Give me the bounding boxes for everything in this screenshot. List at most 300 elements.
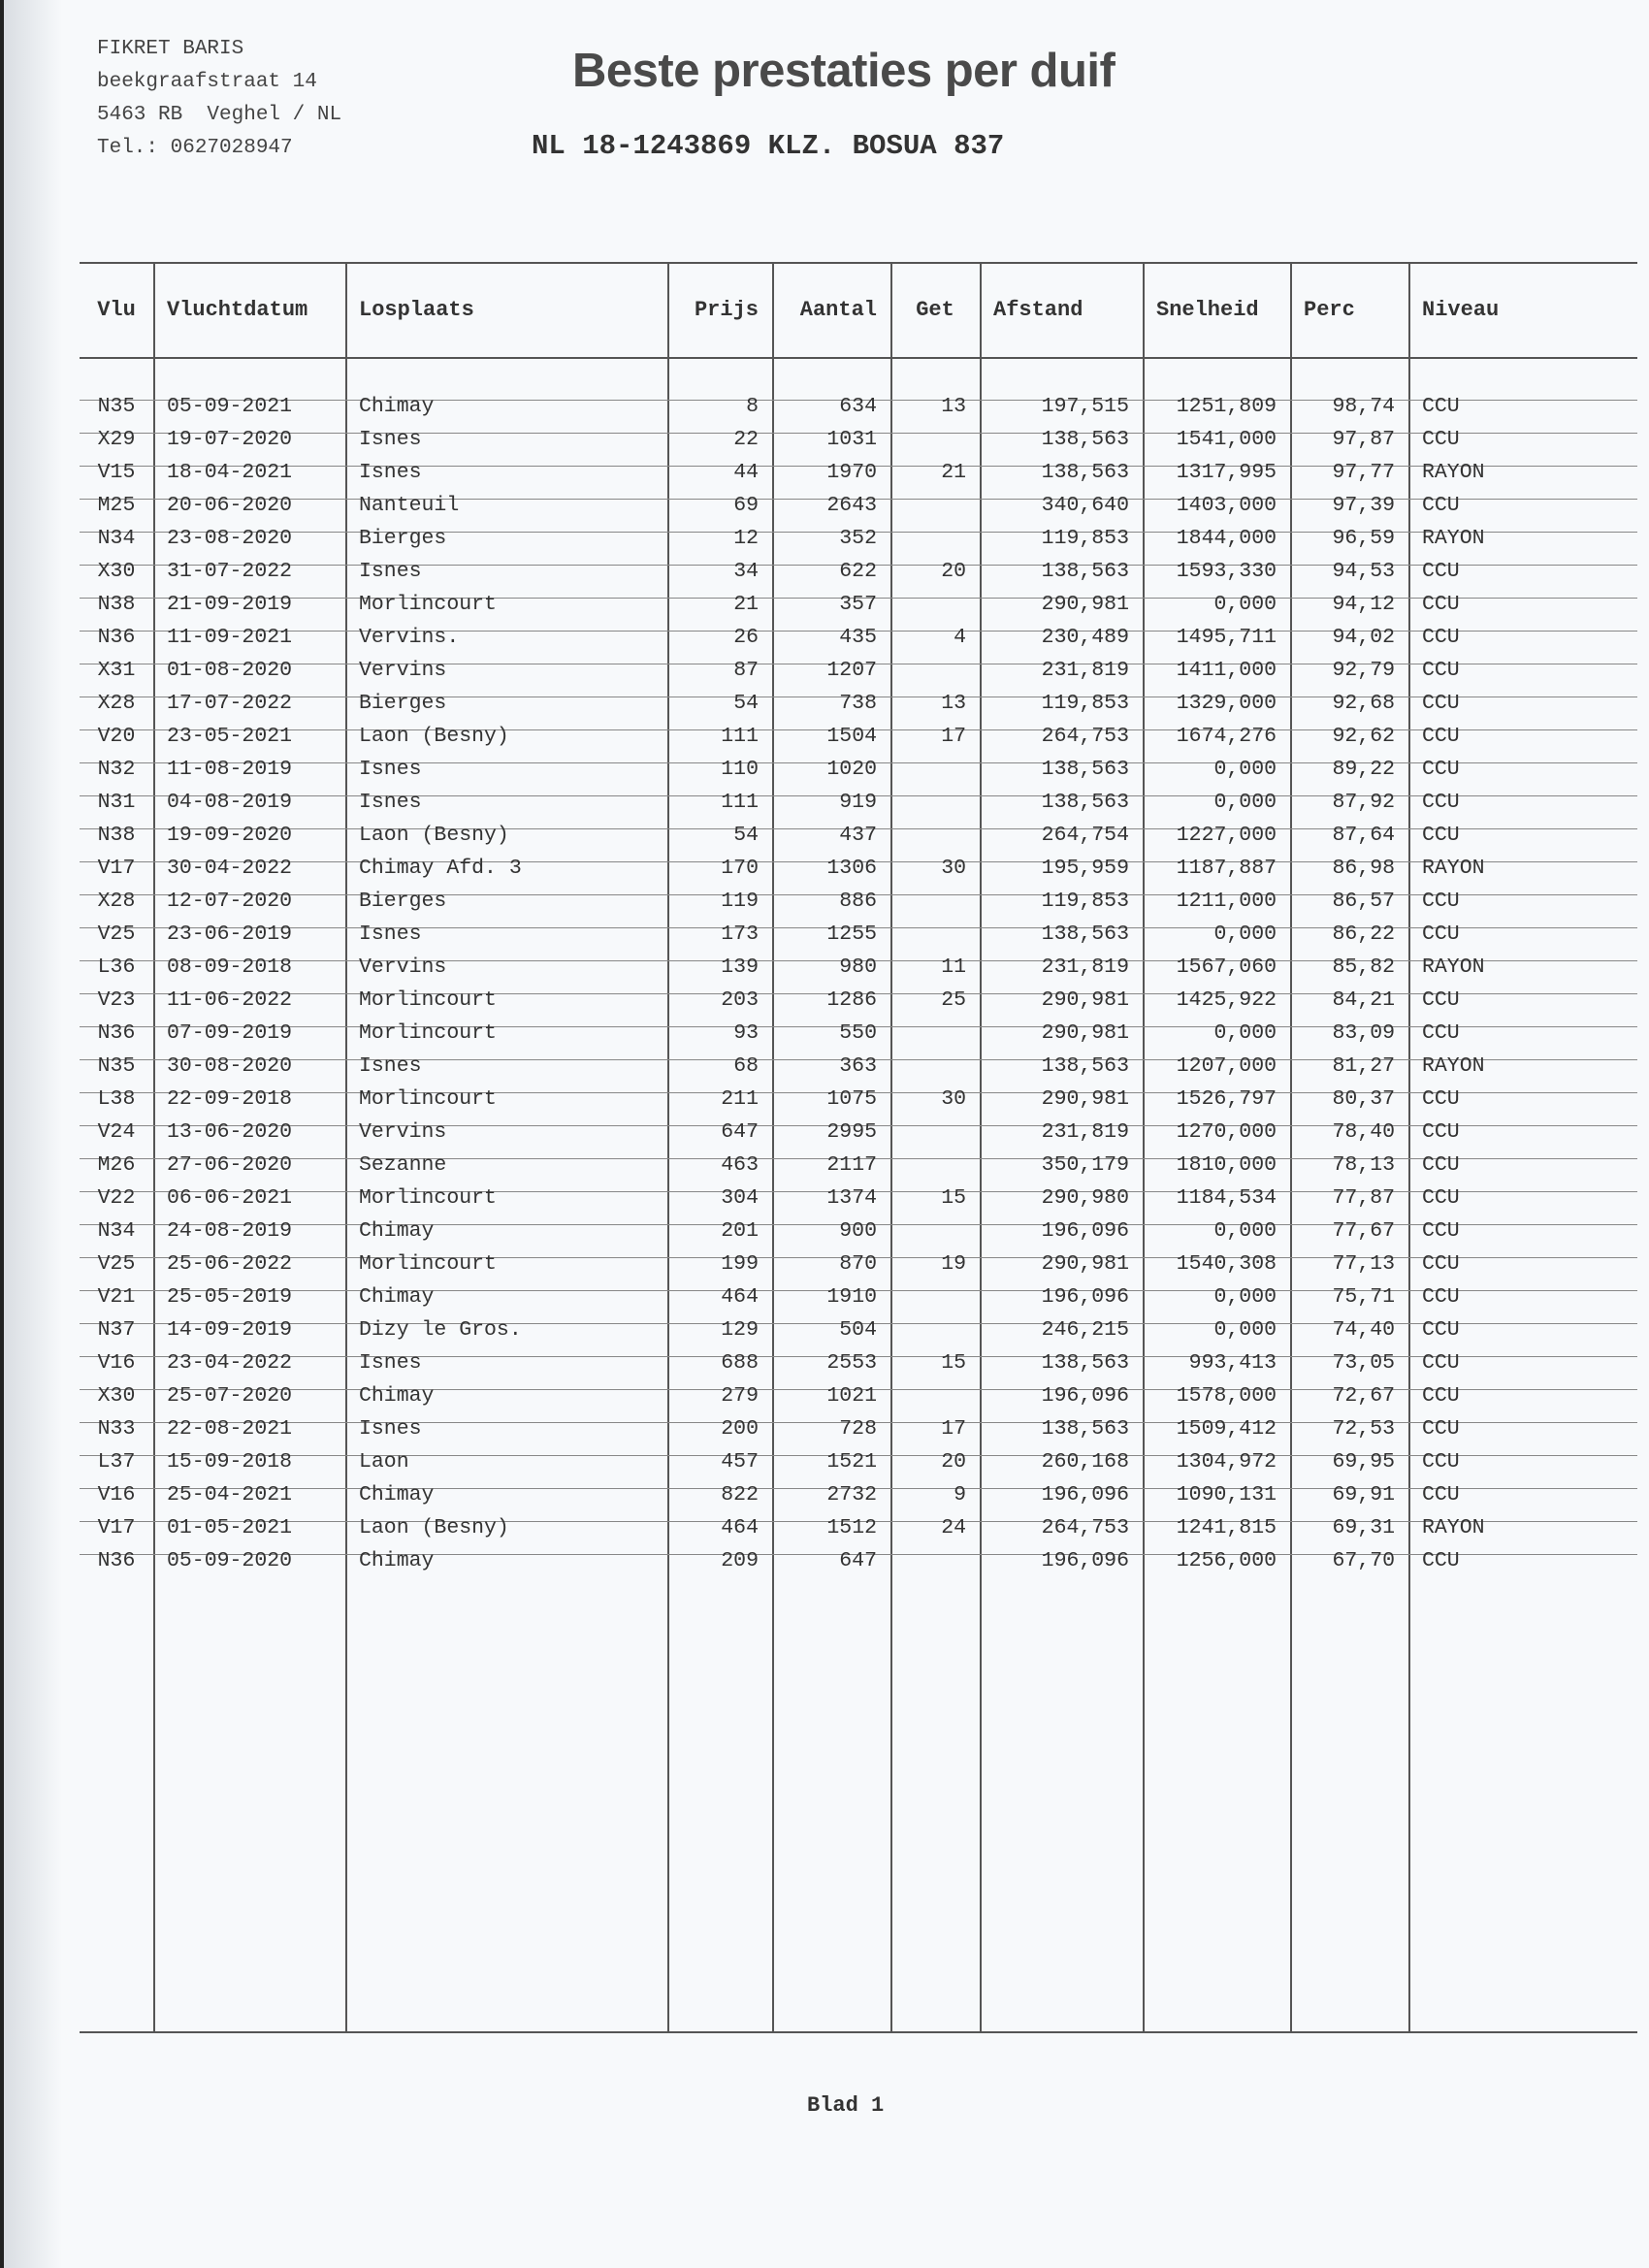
cell-vlu: V22 (97, 1186, 136, 1210)
cell-niveau: CCU (1422, 1318, 1460, 1342)
cell-vluchtdatum: 18-04-2021 (167, 461, 293, 484)
cell-get (890, 1149, 980, 1182)
table-row (80, 984, 1637, 1017)
cell-losplaats: Bierges (359, 527, 447, 550)
cell-perc: 81,27 (1332, 1054, 1395, 1078)
cell-vluchtdatum: 24-08-2019 (167, 1219, 293, 1243)
cell-afstand: 290,981 (1041, 593, 1129, 616)
table-row (80, 1050, 1637, 1083)
table-row (80, 951, 1637, 984)
cell-vlu: N36 (97, 626, 136, 649)
cell-afstand: 195,959 (1041, 857, 1129, 880)
cell-losplaats: Isnes (359, 1417, 422, 1441)
cell-get (890, 753, 980, 786)
cell-afstand: 231,819 (1041, 659, 1129, 682)
cell-niveau: CCU (1422, 1186, 1460, 1210)
cell-perc: 77,13 (1332, 1252, 1395, 1276)
cell-afstand: 231,819 (1041, 956, 1129, 979)
cell-aantal: 647 (839, 1549, 877, 1572)
cell-afstand: 264,753 (1041, 725, 1129, 748)
cell-vlu: N35 (97, 395, 136, 418)
scan-shadow (4, 0, 62, 2268)
cell-losplaats: Isnes (359, 758, 422, 781)
cell-niveau: CCU (1422, 1351, 1460, 1375)
cell-aantal: 1970 (826, 461, 877, 484)
cell-losplaats: Chimay (359, 1483, 435, 1507)
cell-get: 13 (941, 395, 966, 418)
header-get: Get (916, 297, 954, 322)
cell-prijs: 22 (733, 428, 759, 451)
table-row (80, 885, 1637, 918)
cell-get: 15 (941, 1186, 966, 1210)
cell-perc: 67,70 (1332, 1549, 1395, 1572)
cell-afstand: 138,563 (1041, 923, 1129, 946)
cell-vlu: M25 (97, 494, 136, 517)
results-table (80, 262, 1637, 1577)
cell-aantal: 2553 (826, 1351, 877, 1375)
cell-afstand: 290,981 (1041, 1021, 1129, 1045)
cell-vluchtdatum: 30-04-2022 (167, 857, 293, 880)
cell-perc: 77,67 (1332, 1219, 1395, 1243)
cell-vlu: V25 (97, 923, 136, 946)
cell-perc: 74,40 (1332, 1318, 1395, 1342)
cell-niveau: CCU (1422, 692, 1460, 715)
cell-perc: 96,59 (1332, 527, 1395, 550)
cell-vlu: X28 (97, 890, 136, 913)
table-row (80, 918, 1637, 951)
cell-vlu: N34 (97, 527, 136, 550)
table-row (80, 1280, 1637, 1313)
cell-vlu: X31 (97, 659, 136, 682)
cell-losplaats: Morlincourt (359, 1186, 497, 1210)
cell-vluchtdatum: 06-06-2021 (167, 1186, 293, 1210)
cell-niveau: CCU (1422, 988, 1460, 1012)
cell-get (890, 1215, 980, 1247)
cell-get (890, 1313, 980, 1346)
cell-get (890, 588, 980, 621)
cell-prijs: 54 (733, 824, 759, 847)
cell-prijs: 647 (721, 1120, 759, 1144)
cell-get: 30 (941, 857, 966, 880)
cell-vluchtdatum: 20-06-2020 (167, 494, 293, 517)
cell-losplaats: Chimay Afd. 3 (359, 857, 522, 880)
cell-get (890, 1379, 980, 1412)
cell-niveau: RAYON (1422, 956, 1485, 979)
table-row (80, 1017, 1637, 1050)
cell-vluchtdatum: 01-08-2020 (167, 659, 293, 682)
cell-afstand: 196,096 (1041, 1483, 1129, 1507)
cell-vluchtdatum: 05-09-2021 (167, 395, 293, 418)
cell-prijs: 119 (721, 890, 759, 913)
cell-aantal: 2732 (826, 1483, 877, 1507)
cell-niveau: RAYON (1422, 857, 1485, 880)
header-prijs: Prijs (694, 297, 759, 322)
cell-afstand: 196,096 (1041, 1285, 1129, 1309)
cell-niveau: RAYON (1422, 1516, 1485, 1539)
cell-prijs: 822 (721, 1483, 759, 1507)
cell-vlu: X30 (97, 560, 136, 583)
cell-perc: 97,77 (1332, 461, 1395, 484)
table-row (80, 1445, 1637, 1478)
cell-aantal: 435 (839, 626, 877, 649)
cell-aantal: 1020 (826, 758, 877, 781)
cell-snelheid: 0,000 (1213, 1318, 1277, 1342)
cell-prijs: 68 (733, 1054, 759, 1078)
cell-niveau: CCU (1422, 560, 1460, 583)
cell-prijs: 279 (721, 1384, 759, 1408)
cell-vlu: V23 (97, 988, 136, 1012)
cell-perc: 69,91 (1332, 1483, 1395, 1507)
cell-niveau: CCU (1422, 1549, 1460, 1572)
table-row (80, 1247, 1637, 1280)
cell-perc: 89,22 (1332, 758, 1395, 781)
cell-afstand: 350,179 (1041, 1153, 1129, 1177)
cell-losplaats: Bierges (359, 692, 447, 715)
cell-afstand: 260,168 (1041, 1450, 1129, 1474)
cell-get (890, 885, 980, 918)
cell-vlu: V20 (97, 725, 136, 748)
cell-prijs: 463 (721, 1153, 759, 1177)
cell-aantal: 1374 (826, 1186, 877, 1210)
cell-get (890, 786, 980, 819)
cell-aantal: 1521 (826, 1450, 877, 1474)
cell-afstand: 246,215 (1041, 1318, 1129, 1342)
cell-perc: 85,82 (1332, 956, 1395, 979)
cell-afstand: 340,640 (1041, 494, 1129, 517)
cell-vlu: X30 (97, 1384, 136, 1408)
cell-vluchtdatum: 25-06-2022 (167, 1252, 293, 1276)
cell-afstand: 119,853 (1041, 890, 1129, 913)
cell-snelheid: 1674,276 (1176, 725, 1277, 748)
table-row (80, 753, 1637, 786)
table-row (80, 621, 1637, 654)
cell-prijs: 110 (721, 758, 759, 781)
cell-vlu: M26 (97, 1153, 136, 1177)
cell-get: 15 (941, 1351, 966, 1375)
cell-perc: 98,74 (1332, 395, 1395, 418)
cell-perc: 69,31 (1332, 1516, 1395, 1539)
cell-get: 17 (941, 725, 966, 748)
cell-snelheid: 0,000 (1213, 1021, 1277, 1045)
cell-aantal: 352 (839, 527, 877, 550)
cell-afstand: 230,489 (1041, 626, 1129, 649)
cell-aantal: 1512 (826, 1516, 877, 1539)
cell-vluchtdatum: 07-09-2019 (167, 1021, 293, 1045)
cell-losplaats: Isnes (359, 1351, 422, 1375)
cell-get (890, 1116, 980, 1149)
cell-vluchtdatum: 22-08-2021 (167, 1417, 293, 1441)
cell-afstand: 264,753 (1041, 1516, 1129, 1539)
cell-snelheid: 993,413 (1188, 1351, 1277, 1375)
cell-prijs: 34 (733, 560, 759, 583)
cell-perc: 92,62 (1332, 725, 1395, 748)
cell-losplaats: Morlincourt (359, 593, 497, 616)
cell-aantal: 1207 (826, 659, 877, 682)
cell-prijs: 139 (721, 956, 759, 979)
cell-vlu: L37 (97, 1450, 136, 1474)
cell-vluchtdatum: 21-09-2019 (167, 593, 293, 616)
cell-perc: 77,87 (1332, 1186, 1395, 1210)
cell-perc: 75,71 (1332, 1285, 1395, 1309)
cell-prijs: 457 (721, 1450, 759, 1474)
cell-losplaats: Isnes (359, 560, 422, 583)
cell-vlu: N37 (97, 1318, 136, 1342)
cell-perc: 87,64 (1332, 824, 1395, 847)
cell-losplaats: Morlincourt (359, 988, 497, 1012)
cell-snelheid: 0,000 (1213, 593, 1277, 616)
cell-losplaats: Sezanne (359, 1153, 447, 1177)
cell-snelheid: 1317,995 (1176, 461, 1277, 484)
cell-vluchtdatum: 23-04-2022 (167, 1351, 293, 1375)
sender-name: FIKRET BARIS (97, 38, 244, 60)
cell-losplaats: Chimay (359, 1219, 435, 1243)
cell-vlu: V17 (97, 857, 136, 880)
table-row (80, 1116, 1637, 1149)
cell-get: 20 (941, 1450, 966, 1474)
cell-afstand: 138,563 (1041, 758, 1129, 781)
cell-niveau: CCU (1422, 1252, 1460, 1276)
table-row (80, 1313, 1637, 1346)
cell-losplaats: Morlincourt (359, 1252, 497, 1276)
cell-aantal: 870 (839, 1252, 877, 1276)
cell-snelheid: 1509,412 (1176, 1417, 1277, 1441)
cell-vlu: N35 (97, 1054, 136, 1078)
cell-get: 25 (941, 988, 966, 1012)
cell-afstand: 290,980 (1041, 1186, 1129, 1210)
table-row (80, 1215, 1637, 1247)
cell-afstand: 290,981 (1041, 1252, 1129, 1276)
cell-aantal: 980 (839, 956, 877, 979)
table-row (80, 654, 1637, 687)
cell-perc: 80,37 (1332, 1087, 1395, 1111)
cell-niveau: CCU (1422, 494, 1460, 517)
table-row (80, 423, 1637, 456)
cell-prijs: 8 (746, 395, 759, 418)
cell-perc: 86,57 (1332, 890, 1395, 913)
cell-niveau: CCU (1422, 923, 1460, 946)
cell-vluchtdatum: 13-06-2020 (167, 1120, 293, 1144)
cell-snelheid: 1578,000 (1176, 1384, 1277, 1408)
cell-afstand: 231,819 (1041, 1120, 1129, 1144)
cell-losplaats: Chimay (359, 1549, 435, 1572)
cell-losplaats: Laon (359, 1450, 409, 1474)
cell-losplaats: Nanteuil (359, 494, 460, 517)
cell-get (890, 423, 980, 456)
cell-vlu: V24 (97, 1120, 136, 1144)
cell-perc: 87,92 (1332, 791, 1395, 814)
table-row (80, 588, 1637, 621)
cell-vlu: N36 (97, 1549, 136, 1572)
cell-get: 19 (941, 1252, 966, 1276)
cell-afstand: 290,981 (1041, 1087, 1129, 1111)
cell-niveau: CCU (1422, 1021, 1460, 1045)
table-row (80, 1478, 1637, 1511)
cell-niveau: CCU (1422, 890, 1460, 913)
cell-get: 4 (954, 626, 966, 649)
cell-afstand: 264,754 (1041, 824, 1129, 847)
table-bottom-border (80, 2031, 1637, 2033)
cell-perc: 86,22 (1332, 923, 1395, 946)
cell-vluchtdatum: 11-08-2019 (167, 758, 293, 781)
cell-vluchtdatum: 25-05-2019 (167, 1285, 293, 1309)
cell-aantal: 1021 (826, 1384, 877, 1408)
cell-prijs: 12 (733, 527, 759, 550)
cell-perc: 92,79 (1332, 659, 1395, 682)
cell-afstand: 138,563 (1041, 428, 1129, 451)
cell-vlu: N34 (97, 1219, 136, 1243)
cell-afstand: 290,981 (1041, 988, 1129, 1012)
header-afstand: Afstand (993, 297, 1083, 322)
cell-afstand: 196,096 (1041, 1549, 1129, 1572)
cell-prijs: 87 (733, 659, 759, 682)
cell-get: 13 (941, 692, 966, 715)
cell-aantal: 550 (839, 1021, 877, 1045)
cell-get (890, 819, 980, 852)
cell-snelheid: 1241,815 (1176, 1516, 1277, 1539)
cell-losplaats: Chimay (359, 1384, 435, 1408)
cell-prijs: 111 (721, 791, 759, 814)
pigeon-id: NL 18-1243869 KLZ. BOSUA 837 (532, 130, 1005, 162)
cell-prijs: 69 (733, 494, 759, 517)
cell-prijs: 170 (721, 857, 759, 880)
cell-snelheid: 0,000 (1213, 1285, 1277, 1309)
cell-afstand: 119,853 (1041, 527, 1129, 550)
cell-vluchtdatum: 23-05-2021 (167, 725, 293, 748)
cell-niveau: CCU (1422, 1384, 1460, 1408)
cell-niveau: CCU (1422, 1120, 1460, 1144)
cell-aantal: 2995 (826, 1120, 877, 1144)
cell-aantal: 1031 (826, 428, 877, 451)
cell-get: 11 (941, 956, 966, 979)
cell-perc: 92,68 (1332, 692, 1395, 715)
cell-snelheid: 1256,000 (1176, 1549, 1277, 1572)
cell-snelheid: 1187,887 (1176, 857, 1277, 880)
cell-prijs: 129 (721, 1318, 759, 1342)
table-row (80, 1544, 1637, 1577)
cell-losplaats: Isnes (359, 923, 422, 946)
cell-vlu: V25 (97, 1252, 136, 1276)
cell-vlu: V21 (97, 1285, 136, 1309)
cell-get (890, 1544, 980, 1577)
cell-snelheid: 1526,797 (1176, 1087, 1277, 1111)
cell-aantal: 622 (839, 560, 877, 583)
cell-afstand: 138,563 (1041, 1417, 1129, 1441)
cell-perc: 78,13 (1332, 1153, 1395, 1177)
table-row (80, 786, 1637, 819)
cell-niveau: CCU (1422, 791, 1460, 814)
cell-perc: 72,67 (1332, 1384, 1395, 1408)
cell-prijs: 200 (721, 1417, 759, 1441)
cell-get (890, 1017, 980, 1050)
cell-niveau: CCU (1422, 1417, 1460, 1441)
cell-get (890, 1050, 980, 1083)
cell-vlu: N36 (97, 1021, 136, 1045)
cell-snelheid: 0,000 (1213, 758, 1277, 781)
cell-afstand: 196,096 (1041, 1219, 1129, 1243)
table-row (80, 1182, 1637, 1215)
cell-niveau: RAYON (1422, 461, 1485, 484)
cell-snelheid: 1541,000 (1176, 428, 1277, 451)
cell-prijs: 21 (733, 593, 759, 616)
table-row (80, 1083, 1637, 1116)
cell-get (890, 1280, 980, 1313)
cell-afstand: 196,096 (1041, 1384, 1129, 1408)
cell-niveau: CCU (1422, 1087, 1460, 1111)
cell-vluchtdatum: 25-07-2020 (167, 1384, 293, 1408)
cell-aantal: 1504 (826, 725, 877, 748)
cell-snelheid: 1304,972 (1176, 1450, 1277, 1474)
cell-afstand: 197,515 (1041, 395, 1129, 418)
cell-losplaats: Isnes (359, 461, 422, 484)
cell-prijs: 44 (733, 461, 759, 484)
cell-get: 20 (941, 560, 966, 583)
cell-vluchtdatum: 31-07-2022 (167, 560, 293, 583)
cell-losplaats: Chimay (359, 1285, 435, 1309)
page-number: Blad 1 (807, 2093, 885, 2118)
cell-vlu: X29 (97, 428, 136, 451)
cell-prijs: 54 (733, 692, 759, 715)
cell-aantal: 728 (839, 1417, 877, 1441)
cell-get: 21 (941, 461, 966, 484)
cell-afstand: 119,853 (1041, 692, 1129, 715)
header-aantal: Aantal (799, 297, 877, 322)
sender-street: beekgraafstraat 14 (97, 71, 317, 93)
table-row (80, 1379, 1637, 1412)
cell-vluchtdatum: 11-09-2021 (167, 626, 293, 649)
cell-aantal: 363 (839, 1054, 877, 1078)
cell-get: 17 (941, 1417, 966, 1441)
cell-vluchtdatum: 30-08-2020 (167, 1054, 293, 1078)
cell-niveau: CCU (1422, 395, 1460, 418)
cell-perc: 94,12 (1332, 593, 1395, 616)
cell-vluchtdatum: 17-07-2022 (167, 692, 293, 715)
table-row (80, 555, 1637, 588)
cell-snelheid: 0,000 (1213, 791, 1277, 814)
cell-niveau: CCU (1422, 1285, 1460, 1309)
cell-afstand: 138,563 (1041, 791, 1129, 814)
cell-get: 24 (941, 1516, 966, 1539)
cell-snelheid: 1411,000 (1176, 659, 1277, 682)
cell-niveau: CCU (1422, 758, 1460, 781)
table-row (80, 1412, 1637, 1445)
cell-vlu: N38 (97, 824, 136, 847)
cell-vlu: V15 (97, 461, 136, 484)
cell-get: 30 (941, 1087, 966, 1111)
cell-afstand: 138,563 (1041, 560, 1129, 583)
cell-niveau: RAYON (1422, 1054, 1485, 1078)
cell-aantal: 437 (839, 824, 877, 847)
cell-snelheid: 1184,534 (1176, 1186, 1277, 1210)
cell-prijs: 211 (721, 1087, 759, 1111)
cell-snelheid: 1593,330 (1176, 560, 1277, 583)
cell-snelheid: 1540,308 (1176, 1252, 1277, 1276)
header-niveau: Niveau (1422, 297, 1500, 322)
cell-vlu: X28 (97, 692, 136, 715)
cell-perc: 84,21 (1332, 988, 1395, 1012)
cell-losplaats: Morlincourt (359, 1087, 497, 1111)
cell-losplaats: Bierges (359, 890, 447, 913)
table-row (80, 720, 1637, 753)
cell-snelheid: 1329,000 (1176, 692, 1277, 715)
cell-niveau: CCU (1422, 428, 1460, 451)
cell-prijs: 209 (721, 1549, 759, 1572)
cell-niveau: CCU (1422, 824, 1460, 847)
cell-vluchtdatum: 08-09-2018 (167, 956, 293, 979)
cell-vlu: N33 (97, 1417, 136, 1441)
table-row (80, 1511, 1637, 1544)
cell-vlu: V16 (97, 1483, 136, 1507)
cell-vlu: V17 (97, 1516, 136, 1539)
